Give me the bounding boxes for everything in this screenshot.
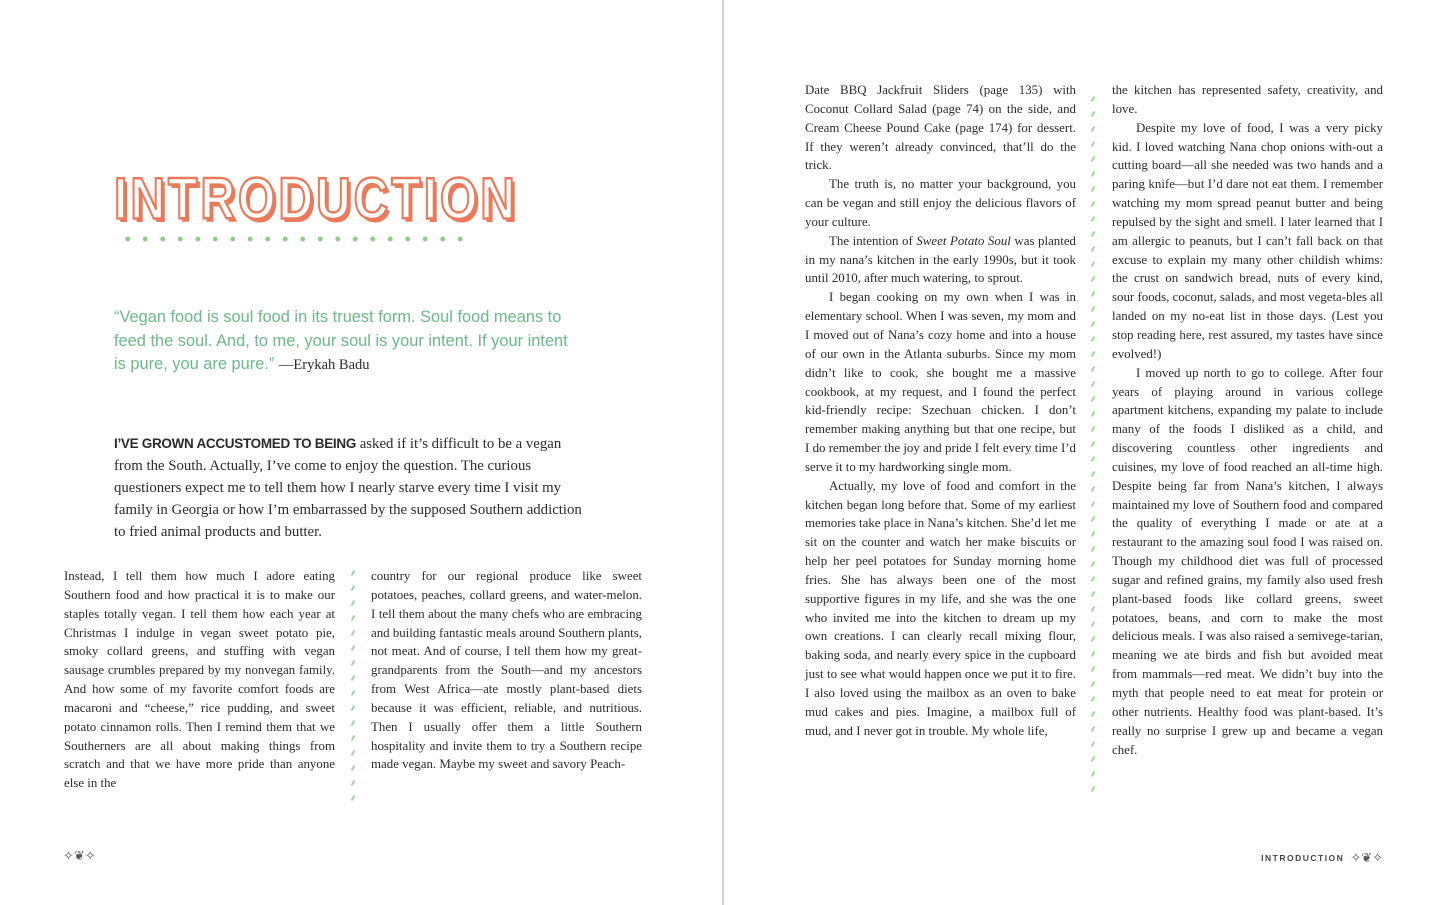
epigraph-text: “Vegan food is soul food in its truest form. Soul food means to feed the soul. And, to me, your soul is your intent. If your intent is pure, you are pure.” [114,308,568,373]
epigraph-attribution: —Erykah Badu [278,357,370,373]
lead-in-caps: I’VE GROWN ACCUSTOMED TO BEING [114,436,357,451]
footer-right [1261,850,1383,866]
paragraph: The intention of Sweet Potato Soul was planted in my nana’s kitchen in the early 1990s, but it took until 2010, after much watering, to sprout. [805,233,1076,286]
right-column-2 [1112,81,1383,759]
paragraph: I moved up north to go to college. After four years of playing around in various college apartment kitchens, expanding my palate to include many of the foods I disliked as a child, and discovering countless other ingredients and cuisines, my love of food reached an all-time high. Despite being far from Nana’s kitchen, I always maintained my love of Southern food and compared the quality of everything I made or ate at a restaurant to the amazing soul food I was raised on. Though my childhood diet was full of processed sugar and refined grains, my family also used fresh plant-based foods like collard greens, sweet potatoes, beans, and corn to make the most delicious meals. I was also raised a semivege-tarian, meaning we ate birds and fish but avoided meat from mammals—red meat. We didn’t buy into the myth that people need to eat meat for protein or other nutrients. Healthy food was plant-based. It’s really no surprise I grew up and became a vegan chef. [1112,365,1383,757]
lead-paragraph [114,433,586,543]
left-column-1 [64,567,335,793]
running-head: INTRODUCTION [1261,853,1345,863]
column-divider-vine [350,570,356,810]
paragraph: Date BBQ Jackfruit Sliders (page 135) with Coconut Collard Salad (page 74) on the side, and Cream Cheese Pound Cake (page 174) for dessert. If they weren’t already convinced, that’ll do the trick. [805,83,1076,173]
paragraph: The truth is, no matter your background, you can be vegan and still enjoy the delicious flavors of your culture. [805,177,1076,229]
paragraph: the kitchen has represented safety, creativity, and love. [1112,83,1383,116]
paragraph: Despite my love of food, I was a very picky kid. I loved watching Nana chop onions with-out a cutting board—all she needed was two hands and a paring knife—but I’d dare not eat them. I remember watching my mom spread peanut butter and being repulsed by the sight and smell. I later learned that I am allergic to peanuts, but I can’t fall back on that excuse to explain my many other childish whims: the crust on sandwich bread, nuts of every kind, sour foods, coconut, salads, and most vegeta-bles all landed on my no-eat list in those days. (Lest you stop reading here, rest assured, my tastes have since evolved!) [1112,120,1383,361]
footer-ornament-left-icon: ✧❦✧ [63,848,96,863]
page-spine [722,0,724,905]
epigraph [114,306,584,378]
chapter-title: INTRODUCTION [114,167,518,232]
column-divider-vine [1090,96,1096,796]
dotted-divider [119,234,464,244]
footer-ornament-right-icon: ✧❦✧ [1350,850,1383,865]
paragraph: Instead, I tell them how much I adore eating Southern food and how practical it is to make our staples totally vegan. I tell them how each year at Christmas I indulge in vegan sweet potato pie, smoky collard greens, and stuffing with vegan sausage crumbles prepared by my nonvegan family. And how some of my favorite comfort foods are macaroni and “cheese,” rice pudding, and sweet potato cinnamon rolls. Then I remind them that we Southerners are all about making things from scratch and that we have more pride than anyone else in the [64,569,335,791]
book-title: Sweet Potato Soul [916,233,1011,248]
lead-text: asked if it’s difficult to be a vegan from the South. Actually, I’ve come to enjoy the question. The curious questioners expect me to tell them how I nearly starve every time I visit my family in Georgia or how I’m embarrassed by the supposed Southern addiction to fried animal products and butter. [114,436,582,540]
right-column-1 [805,81,1076,741]
paragraph: country for our regional produce like sweet potatoes, peaches, collard greens, and water-melon. I tell them about the many chefs who are embracing and building fantastic meals around Southern plants, not meat. And of course, I tell them how my great-grandparents from the South—and my ancestors from West Africa—ate mostly plant-based diets because it was efficient, reliable, and nutritious. Then I usually offer them a little Southern hospitality and invite them to try a Southern recipe made vegan. Maybe my sweet and savory Peach- [371,569,643,772]
paragraph: I began cooking on my own when I was in elementary school. When I was seven, my mom and I moved out of Nana’s cozy home and into a house of our own in the Atlanta suburbs. Since my mom didn’t like to cook, she bought me a massive cookbook, at my request, and I found the perfect kid-friendly recipe: Szechuan chicken. I don’t remember making anything but that one recipe, but I do remember the joy and pride I felt every time I’d serve it to my hardworking single mom. [805,290,1076,474]
left-column-2 [371,567,642,774]
paragraph: Actually, my love of food and comfort in the kitchen began long before that. Some of my earliest memories take place in Nana’s kitchen. She’d let me sit on the counter and watch her make biscuits or help her peel potatoes for Sunday morning home fries. She has always been one of the most supportive figures in my life, and she was the one who invited me into the kitchen to dream up my own creations. I can clearly recall mixing flour, baking soda, and nearly every spice in the cupboard just to see what would happen once we put it to fire. I also loved using the mailbox as an oven to bake mud cakes and pies. Imagine, a mailbox full of mud, and I never got in trouble. My whole life, [805,478,1076,738]
